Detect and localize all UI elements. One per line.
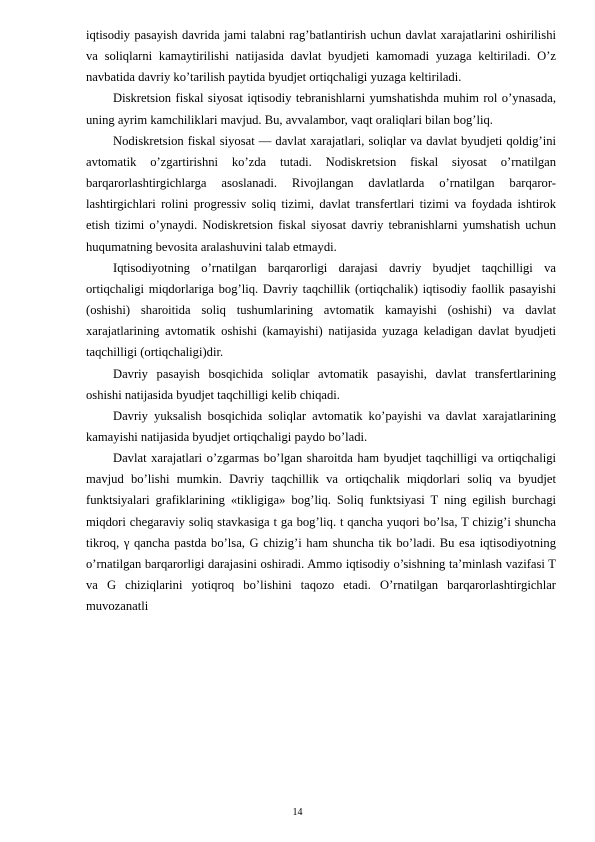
- document-body: [86, 25, 556, 617]
- paragraph-boom-phase: Davriy yuksalish bosqichida soliqlar avtomatik ko’payishi va davlat xarajatlarining kamayishi natijasida byudjet ortiqchaligi paydo bo’ladi.: [86, 408, 556, 444]
- paragraph-discretionary-policy: Diskretsion fiskal siyosat iqtisodiy tebranishlarni yumshatishda muhim rol o’ynasada, uning ayrim kamchiliklari mavjud. Bu, avvalambor, vaqt oraliqlari bilan bog’liq.: [86, 91, 556, 127]
- paragraph-built-in-stability: Iqtisodiyotning o’rnatilgan barqarorligi darajasi davriy byudjet taqchilligi va ortiqchaligi miqdorlariga bog’liq. Davriy taqchillik (ortiqchalik) iqtisodiy faollik pasayishi (oshishi) sharoitida soliq tushumlarining avtomatik kamayishi (oshishi) va davlat xarajatlarining avtomatik oshishi (kamayishi) natijasida yuzaga keladigan davlat byudjeti taqchilligi (ortiqchaligi)dir.: [86, 260, 556, 360]
- page-number: 14: [292, 807, 303, 818]
- paragraph-nondiscretionary-policy: Nodiskretsion fiskal siyosat — davlat xarajatlari, soliqlar va davlat byudjeti qoldig’ini avtomatik o’zgartirishni ko’zda tutadi. Nodiskretsion fiskal siyosat o’rnatilgan barqarorlashtirgichlarga asoslanadi. Rivojlangan davlatlarda o’rnatilgan barqaror-lashtirgichlari rolini progressiv soliq tizimi, davlat transfertlari tizimi va foydada ishtirok etish tizimi o’ynaydi. Nodiskretsion fiskal siyosat davriy tebranishlarni yumshatish uchun huqumatning bevosita aralashuvini talab etmaydi.: [86, 133, 556, 254]
- paragraph-tax-function: Davlat xarajatlari o’zgarmas bo’lgan sharoitda ham byudjet taqchilligi va ortiqchaligi mavjud bo’lishi mumkin. Davriy taqchillik va ortiqchalik miqdorlari soliq va byudjet funktsiyalari grafiklarining «tikligiga» bog’liq. Soliq funktsiyasi T ning egilish burchagi miqdori chegaraviy soliq stavkasiga t ga bog’liq. t qancha yuqori bo’lsa, T chizig’i shuncha tikroq, γ qancha pastda bo’lsa, G chizig’i ham shuncha tik bo’ladi. Bu esa iqtisodiyotning o’rnatilgan barqarorligi darajasini oshiradi. Ammo iqtisodiy o’sishning ta’minlash vazifasi T va G chiziqlarini yotiqroq bo’lishini taqozo etadi. O’rnatilgan barqarorlashtirgichlar muvozanatli: [86, 451, 556, 614]
- paragraph-continuation: iqtisodiy pasayish davrida jami talabni rag’batlantirish uchun davlat xarajatlarini oshirilishi va soliqlarni kamaytirilishi natijasida davlat byudjeti kamomadi yuzaga keltiriladi. O’z navbatida davriy ko’tarilish paytida byudjet ortiqchaligi yuzaga keltiriladi.: [86, 28, 556, 85]
- paragraph-recession-phase: Davriy pasayish bosqichida soliqlar avtomatik pasayishi, davlat transfertlarining oshishi natijasida byudjet taqchilligi kelib chiqadi.: [86, 366, 556, 402]
